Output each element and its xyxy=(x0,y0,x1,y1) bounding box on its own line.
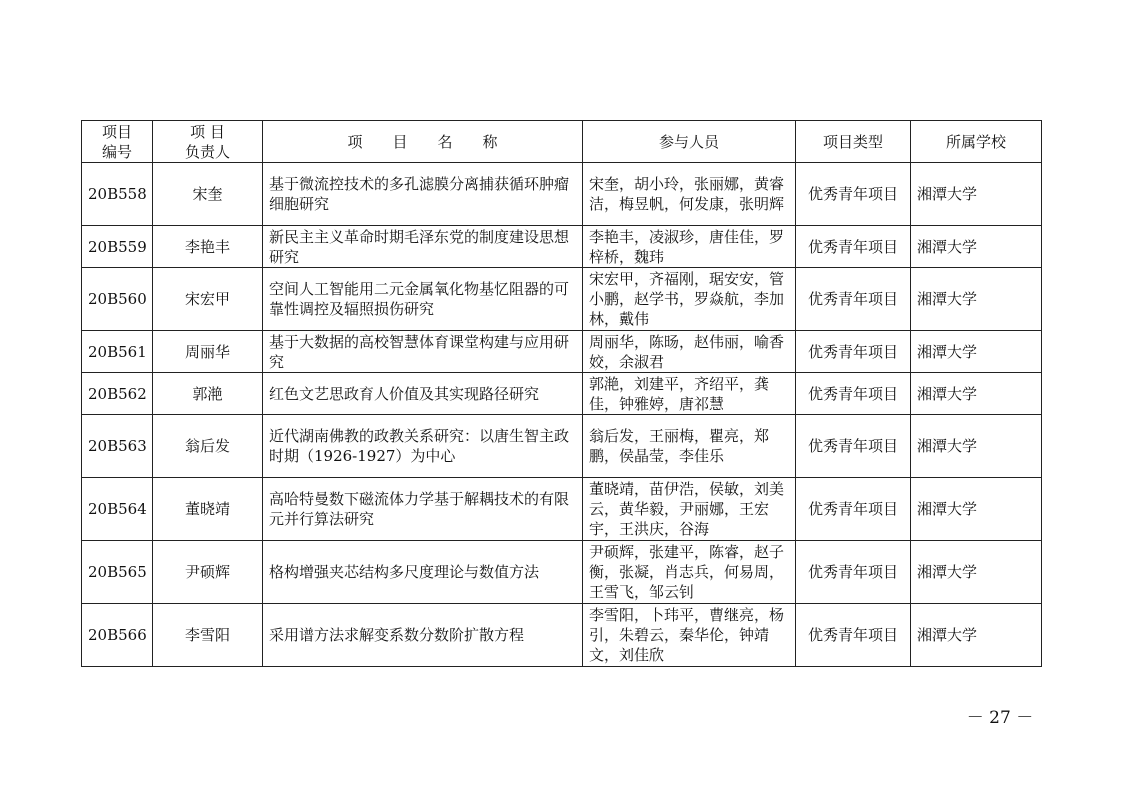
table-row xyxy=(82,604,1042,667)
project-name: 基于大数据的高校智慧体育课堂构建与应用研究 xyxy=(263,331,583,373)
project-leader: 董晓靖 xyxy=(153,478,263,541)
project-code: 20B565 xyxy=(82,541,153,604)
header-project-code: 项目 编号 xyxy=(82,121,153,163)
project-name: 格构增强夹芯结构多尺度理论与数值方法 xyxy=(263,541,583,604)
table-row xyxy=(82,268,1042,331)
table-row xyxy=(82,331,1042,373)
project-leader: 李雪阳 xyxy=(153,604,263,667)
project-code: 20B558 xyxy=(82,163,153,226)
project-table xyxy=(81,120,1042,667)
project-leader: 郭滟 xyxy=(153,373,263,415)
project-code: 20B561 xyxy=(82,331,153,373)
project-members: 翁后发，王丽梅，瞿亮，郑鹏，侯晶莹，李佳乐 xyxy=(583,415,796,478)
project-school: 湘潭大学 xyxy=(911,226,1042,268)
project-code: 20B564 xyxy=(82,478,153,541)
table-row xyxy=(82,415,1042,478)
project-members: 宋宏甲，齐福刚，琚安安，管小鹏，赵学书，罗焱航，李加林，戴伟 xyxy=(583,268,796,331)
project-leader: 李艳丰 xyxy=(153,226,263,268)
table-row xyxy=(82,163,1042,226)
page-number: － 27 － xyxy=(966,708,1034,728)
project-leader: 尹硕辉 xyxy=(153,541,263,604)
project-school: 湘潭大学 xyxy=(911,604,1042,667)
project-code: 20B559 xyxy=(82,226,153,268)
table-row xyxy=(82,541,1042,604)
project-name: 空间人工智能用二元金属氧化物基忆阻器的可靠性调控及辐照损伤研究 xyxy=(263,268,583,331)
project-leader: 宋奎 xyxy=(153,163,263,226)
project-school: 湘潭大学 xyxy=(911,373,1042,415)
project-school: 湘潭大学 xyxy=(911,331,1042,373)
project-school: 湘潭大学 xyxy=(911,163,1042,226)
header-project-type: 项目类型 xyxy=(796,121,911,163)
project-members: 郭滟，刘建平，齐绍平，龚佳，钟雅婷，唐祁慧 xyxy=(583,373,796,415)
project-school: 湘潭大学 xyxy=(911,541,1042,604)
project-leader: 周丽华 xyxy=(153,331,263,373)
project-school: 湘潭大学 xyxy=(911,415,1042,478)
project-members: 周丽华，陈旸，赵伟丽，喻香姣，余淑君 xyxy=(583,331,796,373)
project-type: 优秀青年项目 xyxy=(796,415,911,478)
project-type: 优秀青年项目 xyxy=(796,478,911,541)
project-type: 优秀青年项目 xyxy=(796,541,911,604)
table-row xyxy=(82,373,1042,415)
project-school: 湘潭大学 xyxy=(911,268,1042,331)
project-name: 新民主主义革命时期毛泽东党的制度建设思想研究 xyxy=(263,226,583,268)
header-members: 参与人员 xyxy=(583,121,796,163)
project-type: 优秀青年项目 xyxy=(796,331,911,373)
project-leader: 翁后发 xyxy=(153,415,263,478)
table-row xyxy=(82,478,1042,541)
project-code: 20B566 xyxy=(82,604,153,667)
project-type: 优秀青年项目 xyxy=(796,373,911,415)
project-code: 20B560 xyxy=(82,268,153,331)
project-name: 基于微流控技术的多孔滤膜分离捕获循环肿瘤细胞研究 xyxy=(263,163,583,226)
project-name: 高哈特曼数下磁流体力学基于解耦技术的有限元并行算法研究 xyxy=(263,478,583,541)
project-leader: 宋宏甲 xyxy=(153,268,263,331)
project-type: 优秀青年项目 xyxy=(796,604,911,667)
project-members: 宋奎，胡小玲，张丽娜，黄睿洁，梅昱帆，何发康，张明辉 xyxy=(583,163,796,226)
project-school: 湘潭大学 xyxy=(911,478,1042,541)
project-name: 红色文艺思政育人价值及其实现路径研究 xyxy=(263,373,583,415)
project-members: 李雪阳，卜玮平，曹继亮，杨引，朱碧云，秦华伦，钟靖文，刘佳欣 xyxy=(583,604,796,667)
table-header-row xyxy=(82,121,1042,163)
project-members: 尹硕辉，张建平，陈睿，赵子衡，张凝，肖志兵，何易周，王雪飞，邹云钊 xyxy=(583,541,796,604)
project-type: 优秀青年项目 xyxy=(796,268,911,331)
header-project-leader: 项 目 负责人 xyxy=(153,121,263,163)
project-name: 采用谱方法求解变系数分数阶扩散方程 xyxy=(263,604,583,667)
project-code: 20B562 xyxy=(82,373,153,415)
project-type: 优秀青年项目 xyxy=(796,163,911,226)
table-row xyxy=(82,226,1042,268)
project-type: 优秀青年项目 xyxy=(796,226,911,268)
header-school: 所属学校 xyxy=(911,121,1042,163)
project-name: 近代湖南佛教的政教关系研究：以唐生智主政时期（1926-1927）为中心 xyxy=(263,415,583,478)
project-code: 20B563 xyxy=(82,415,153,478)
project-members: 董晓靖，苗伊浩，侯敏，刘美云，黄华毅，尹丽娜，王宏宇，王洪庆，谷海 xyxy=(583,478,796,541)
project-members: 李艳丰，凌淑珍，唐佳佳，罗梓桥，魏玮 xyxy=(583,226,796,268)
header-project-name: 项 目 名 称 xyxy=(263,121,583,163)
